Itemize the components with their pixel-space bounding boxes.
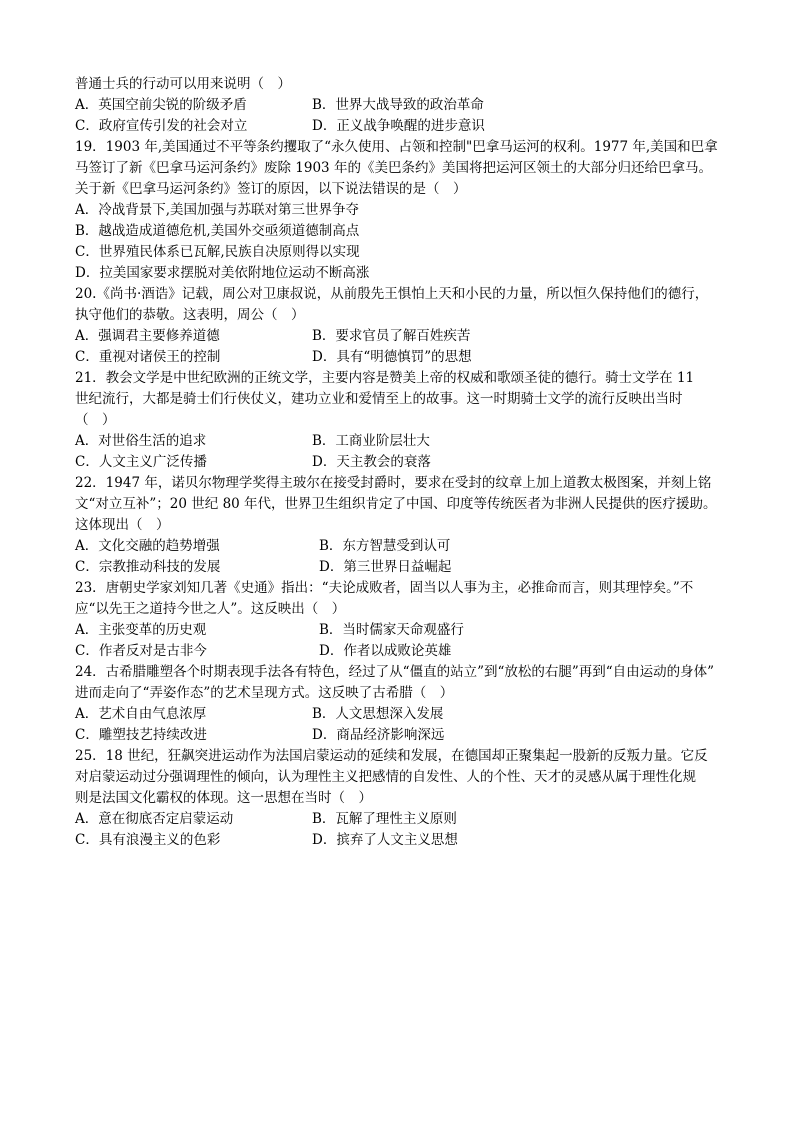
question-stem-line: 则是法国文化霸权的体现。这一思想在当时（ ）	[75, 790, 372, 806]
option-b[interactable]: B．当时儒家天命观盛行	[319, 622, 464, 638]
answer-options	[75, 704, 725, 746]
option-c[interactable]: C．政府宣传引发的社会对立	[75, 118, 248, 134]
question-stem-line: 马签订了新《巴拿马运河条约》废除 1903 年的《美巴条约》美国将把运河区领土的大部分归还给巴拿马。	[75, 160, 712, 176]
option-c[interactable]: C．宗教推动科技的发展	[75, 559, 221, 575]
question-18-tail	[75, 74, 725, 137]
question-stem-line: 21．教会文学是中世纪欧洲的正统文学，主要内容是赞美上帝的权威和歌颂圣徒的德行。骑士文学在 11	[75, 370, 695, 386]
question-stem-line: 执守他们的恭敬。这表明，周公（ ）	[75, 307, 305, 323]
option-b[interactable]: B．东方智慧受到认可	[319, 538, 451, 554]
option-a[interactable]: A．意在彻底否定启蒙运动	[75, 811, 234, 827]
question-25	[75, 746, 725, 851]
option-d[interactable]: D．作者以成败论英雄	[319, 643, 452, 659]
option-b[interactable]: B．越战造成道德危机,美国外交亟须道德制高点	[75, 223, 360, 239]
question-stem-line: 对启蒙运动过分强调理性的倾向，认为理性主义把感情的自发性、人的个性、天才的灵感从属于理性化规	[75, 769, 696, 785]
option-b[interactable]: B．世界大战导致的政治革命	[312, 97, 484, 113]
question-stem-line: 世纪流行，大都是骑士们行侠仗义，建功立业和爱情至上的故事。这一时期骑士文学的流行反映出当时	[75, 391, 683, 407]
question-stem-line: 24．古希腊雕塑各个时期表现手法各有特色，经过了从“僵直的站立”到“放松的右腿”再到“自由运动的身体”	[75, 664, 715, 680]
option-d[interactable]: D．第三世界日益崛起	[319, 559, 452, 575]
question-24	[75, 662, 725, 746]
question-stem-line: 关于新《巴拿马运河条约》签订的原因，以下说法错误的是（ ）	[75, 181, 467, 197]
question-19	[75, 137, 725, 284]
question-21	[75, 368, 725, 473]
option-a[interactable]: A．对世俗生活的追求	[75, 433, 207, 449]
option-c[interactable]: C．具有浪漫主义的色彩	[75, 832, 221, 848]
question-stem-line: 22．1947 年，诺贝尔物理学奖得主玻尔在接受封爵时，要求在受封的纹章上加上道教太极图案，并刻上铭	[75, 475, 712, 491]
question-22	[75, 473, 725, 578]
option-d[interactable]: D．商品经济影响深远	[312, 727, 445, 743]
option-d[interactable]: D．天主教会的衰落	[312, 454, 431, 470]
question-list	[75, 74, 725, 851]
question-stem-line: 19．1903 年,美国通过不平等条约攫取了“永久使用、占领和控制"巴拿马运河的权利。1977 年,美国和巴拿	[75, 139, 718, 155]
question-stem-line: 应“以先王之道持今世之人”。这反映出（ ）	[75, 601, 346, 617]
question-stem-line: （ ）	[75, 412, 116, 428]
option-c[interactable]: C．重视对诸侯王的控制	[75, 349, 221, 365]
question-stem-line: 25．18 世纪，狂飙突进运动作为法国启蒙运动的延续和发展，在德国却正聚集起一股新的反叛力量。它反	[75, 748, 708, 764]
option-d[interactable]: D．正义战争唤醒的进步意识	[312, 118, 485, 134]
question-stem-line: 这体现出（ ）	[75, 517, 170, 533]
option-a[interactable]: A．强调君主要修养道德	[75, 328, 220, 344]
question-stem-line: 普通士兵的行动可以用来说明（ ）	[75, 76, 291, 92]
option-b[interactable]: B．瓦解了理性主义原则	[312, 811, 457, 827]
answer-options	[75, 95, 725, 137]
question-20	[75, 284, 725, 368]
option-a[interactable]: A．主张变革的历史观	[75, 622, 207, 638]
question-stem-line: 23．唐朝史学家刘知几著《史通》指出：“夫论成败者，固当以人事为主，必推命而言，则其理悖矣。”不	[75, 580, 694, 596]
option-a[interactable]: A．文化交融的趋势增强	[75, 538, 220, 554]
option-a[interactable]: A．英国空前尖锐的阶级矛盾	[75, 97, 247, 113]
option-a[interactable]: A．冷战背景下,美国加强与苏联对第三世界争夺	[75, 202, 360, 218]
option-b[interactable]: B．工商业阶层壮大	[312, 433, 430, 449]
option-b[interactable]: B．要求官员了解百姓疾苦	[312, 328, 471, 344]
option-c[interactable]: C．世界殖民体系已瓦解,民族自决原则得以实现	[75, 244, 360, 260]
answer-options	[75, 431, 725, 473]
answer-options	[75, 326, 725, 368]
question-stem-line: 20.《尚书·酒诰》记载，周公对卫康叔说，从前殷先王惧怕上天和小民的力量，所以恒久保持他们的德行，	[75, 286, 709, 302]
option-a[interactable]: A．艺术自由气息浓厚	[75, 706, 207, 722]
answer-options	[75, 536, 725, 578]
question-stem-line: 文“对立互补”；20 世纪 80 年代，世界卫生组织肯定了中国、印度等传统医者为非洲人民提供的医疗援助。	[75, 496, 717, 512]
option-d[interactable]: D．具有“明德慎罚”的思想	[312, 349, 472, 365]
option-b[interactable]: B．人文思想深入发展	[312, 706, 444, 722]
question-stem-line: 进而走向了“弄姿作态”的艺术呈现方式。这反映了古希腊（ ）	[75, 685, 454, 701]
option-d[interactable]: D．摈弃了人文主义思想	[312, 832, 458, 848]
option-c[interactable]: C．人文主义广泛传播	[75, 454, 207, 470]
option-c[interactable]: C．作者反对是古非今	[75, 643, 207, 659]
question-23	[75, 578, 725, 662]
option-c[interactable]: C．雕塑技艺持续改进	[75, 727, 207, 743]
option-d[interactable]: D．拉美国家要求摆脱对美依附地位运动不断高涨	[75, 265, 370, 281]
answer-options	[75, 620, 725, 662]
answer-options	[75, 809, 725, 851]
